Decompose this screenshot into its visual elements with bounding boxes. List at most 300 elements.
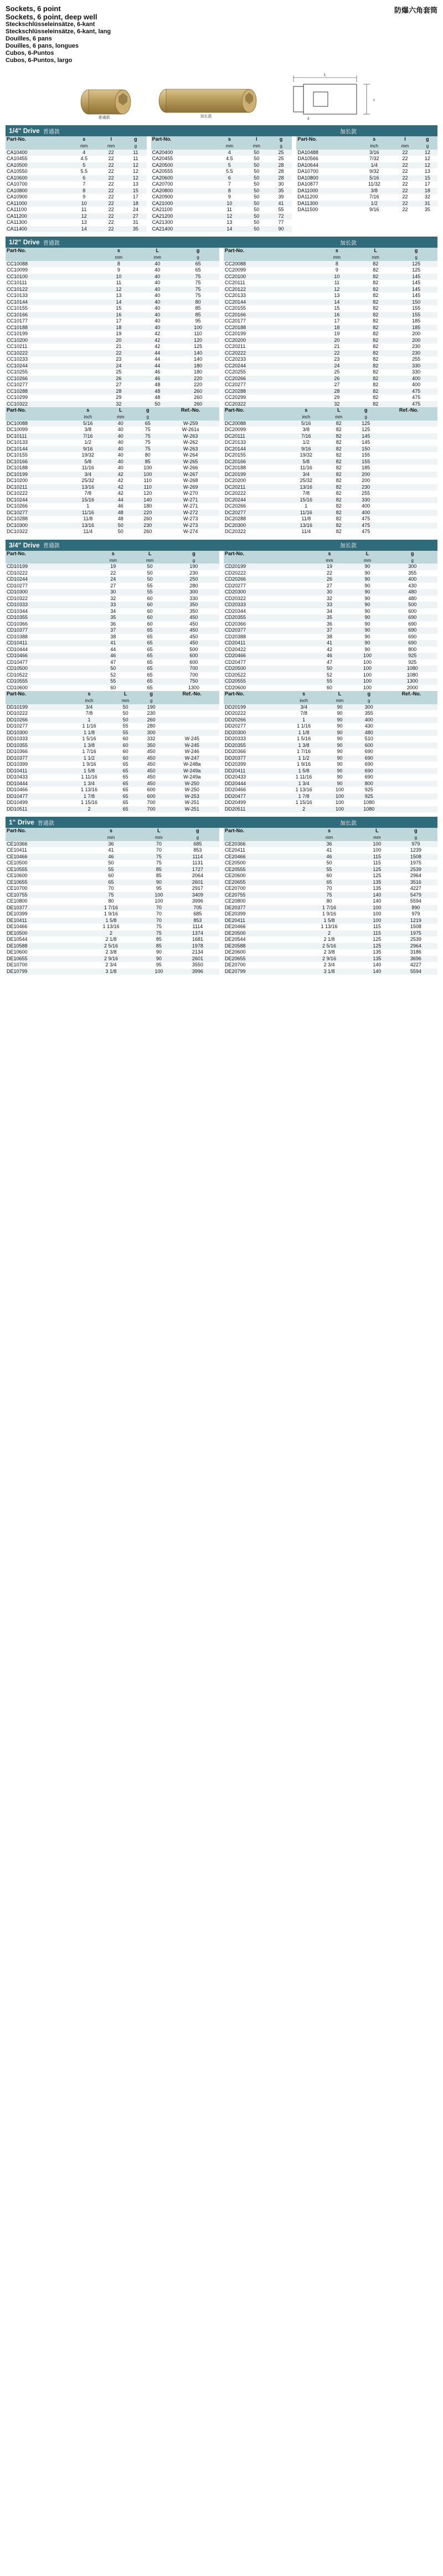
column-unit: g	[395, 254, 437, 261]
value-cell: 17	[132, 194, 138, 199]
value-cell: 925	[364, 787, 373, 792]
value-cell: 50	[254, 181, 260, 187]
table-row	[6, 529, 219, 535]
value-cell: 4.5	[80, 156, 87, 161]
column-unit	[6, 698, 65, 704]
part-number-cell: DC20133	[225, 439, 246, 445]
table-row	[224, 589, 437, 596]
value-cell	[380, 523, 437, 529]
value-cell	[385, 787, 437, 793]
value-cell: 7/8	[85, 710, 93, 716]
table-row	[224, 787, 437, 793]
part-number-cell: DC10211	[7, 484, 28, 490]
table-row	[6, 280, 219, 286]
value-cell: 1080	[363, 800, 375, 805]
value-cell: 190	[147, 704, 156, 710]
value-cell: 82	[336, 452, 342, 458]
value-cell: 46	[154, 369, 161, 375]
column-header: L	[327, 691, 353, 698]
value-cell	[385, 755, 437, 762]
part-number-cell: DE10544	[7, 936, 28, 942]
column-unit: mm	[311, 557, 347, 564]
value-cell: 40	[117, 458, 123, 464]
value-cell: 2 3/8	[105, 949, 117, 955]
table-row	[224, 274, 437, 280]
value-cell: 2917	[192, 885, 203, 891]
value-cell: 55	[110, 678, 116, 684]
table-row	[224, 337, 437, 344]
table-row	[224, 685, 437, 692]
table-row	[224, 331, 437, 337]
table-row	[6, 717, 219, 724]
part-number-cell: DC20088	[225, 420, 246, 426]
value-cell: 90	[364, 614, 370, 620]
value-cell: 2539	[410, 866, 421, 872]
table-row	[6, 781, 219, 787]
value-cell: 100	[373, 917, 382, 923]
value-cell: 1	[302, 716, 306, 723]
table-row	[296, 156, 437, 162]
value-cell: 600	[147, 793, 156, 799]
value-cell: 41	[327, 640, 333, 646]
drive-label: 1" Drive	[9, 818, 34, 826]
part-number-cell: DD20366	[225, 749, 246, 754]
value-cell: 1/4	[370, 162, 378, 168]
value-cell: 42	[154, 337, 161, 343]
part-number-cell: DC20244	[225, 496, 246, 503]
value-cell: 190	[189, 564, 198, 569]
value-cell: 125	[373, 943, 382, 949]
value-cell: 430	[364, 723, 373, 729]
value-cell: 65	[147, 640, 153, 646]
value-cell: 475	[412, 388, 421, 394]
value-cell: 100	[154, 892, 163, 898]
value-cell	[380, 421, 437, 427]
part-number-cell: DA10488	[297, 149, 318, 155]
value-cell: 5	[228, 162, 231, 168]
value-cell: 48	[117, 516, 123, 521]
value-cell: 185	[412, 324, 421, 330]
table-row	[6, 350, 219, 357]
value-cell: 185	[362, 465, 370, 470]
table-row	[6, 918, 219, 924]
value-cell: 85	[156, 936, 162, 942]
table-row	[224, 267, 437, 274]
value-cell: 3996	[192, 898, 203, 904]
table-row	[6, 497, 219, 504]
table-row	[6, 905, 219, 911]
value-cell	[380, 439, 437, 446]
table-block	[6, 551, 437, 692]
table-row	[224, 459, 437, 465]
part-number-cell: CC10188	[7, 324, 28, 330]
table-row	[6, 793, 219, 800]
value-cell: 700	[189, 672, 198, 678]
value-cell: 3 1/8	[105, 968, 117, 974]
value-cell: 100	[363, 665, 372, 671]
part-number-cell: DD10277	[7, 723, 28, 729]
value-cell: 90	[337, 755, 343, 761]
value-cell: 82	[336, 420, 342, 426]
value-cell: 1 5/8	[323, 917, 335, 923]
value-cell: W-263	[183, 445, 198, 452]
part-number-cell: DC10088	[7, 420, 28, 426]
part-number-cell: CA20600	[152, 175, 173, 181]
column-unit: g	[353, 698, 385, 704]
value-cell: 75	[195, 293, 201, 298]
value-cell: 50	[254, 187, 260, 193]
value-cell	[385, 806, 437, 813]
value-cell: 32	[110, 595, 116, 601]
value-cell: 705	[193, 904, 202, 910]
value-cell: 90	[156, 955, 162, 961]
value-cell: 155	[412, 311, 421, 317]
value-cell: 1 11/16	[295, 774, 312, 780]
value-cell: 700	[189, 665, 198, 671]
value-cell: 9	[335, 267, 338, 273]
value-cell: 33	[327, 602, 333, 607]
part-number-cell: DD10411	[7, 767, 28, 774]
value-cell: 55	[108, 866, 114, 872]
value-cell: 1 5/8	[105, 917, 117, 923]
long-table-column	[224, 828, 437, 975]
value-cell: 46	[108, 853, 114, 859]
part-number-cell: CD10411	[7, 640, 28, 646]
value-cell: 27	[110, 582, 116, 588]
table-row	[6, 207, 147, 213]
part-number-cell: CD20422	[225, 646, 246, 652]
table-row	[6, 892, 219, 899]
value-cell: 332	[147, 736, 156, 741]
value-cell: 300	[147, 729, 156, 735]
table-row	[6, 188, 147, 194]
value-cell: W-266	[183, 465, 198, 470]
value-cell: 28	[334, 388, 340, 394]
value-cell: 330	[412, 362, 421, 368]
value-cell: 1 13/16	[102, 924, 120, 929]
value-cell: 47	[110, 659, 116, 665]
table-row	[6, 736, 219, 742]
table-row	[224, 892, 437, 899]
column-unit: inch	[356, 143, 393, 150]
column-unit	[380, 414, 437, 421]
table-row	[6, 576, 219, 583]
value-cell: 82	[373, 318, 379, 324]
column-unit	[385, 698, 437, 704]
value-cell: 70	[156, 847, 162, 853]
value-cell: 75	[156, 924, 162, 929]
value-cell: 77	[278, 219, 284, 225]
part-number-cell: CD10600	[7, 684, 28, 690]
value-cell: 82	[336, 484, 342, 490]
part-number-cell: CD10222	[7, 570, 28, 576]
value-cell: 1239	[410, 847, 421, 853]
part-number-cell: DD10511	[7, 806, 28, 812]
table-row	[224, 608, 437, 615]
column-header: g	[353, 691, 385, 698]
part-number-cell: CC10099	[7, 267, 28, 273]
value-cell: 75	[156, 860, 162, 866]
table-row	[6, 596, 219, 602]
value-cell: 115	[373, 860, 382, 866]
table-row	[224, 503, 437, 510]
part-number-cell: CC20133	[225, 293, 246, 298]
value-cell: 2	[328, 930, 331, 936]
value-cell: 150	[362, 445, 370, 452]
value-cell: 13	[334, 293, 340, 298]
part-number-cell: DC10188	[7, 465, 28, 470]
value-cell: 13/16	[81, 484, 95, 490]
value-cell: 82	[373, 331, 379, 336]
value-cell: 1 5/8	[83, 767, 95, 774]
part-number-cell: DD20411	[225, 767, 246, 774]
drive-section	[6, 817, 437, 975]
value-cell: 510	[364, 736, 373, 741]
part-number-cell: DC20300	[225, 522, 246, 528]
column-unit: inch	[68, 414, 107, 421]
value-cell: 3996	[192, 968, 203, 974]
title-line-5: Douilles, 6 pans, longues	[6, 43, 79, 49]
value-cell: 82	[336, 522, 342, 528]
part-number-cell: DE20411	[225, 917, 245, 923]
column-header: g	[270, 136, 292, 143]
title-line-2: Steckschlüsseleinsätze, 6-kant	[6, 21, 95, 28]
value-cell: 50	[110, 665, 116, 671]
table-row	[296, 181, 437, 188]
part-number-cell: DE10411	[7, 917, 27, 923]
part-number-cell: DE20655	[225, 955, 246, 961]
value-cell: 3186	[410, 949, 421, 955]
table-row	[224, 936, 437, 943]
column-header: g	[138, 691, 165, 698]
value-cell: 1/2	[84, 439, 92, 445]
value-cell	[385, 710, 437, 717]
value-cell: 125	[194, 344, 203, 349]
part-number-cell: CC20088	[225, 260, 246, 267]
value-cell: 50	[117, 522, 123, 528]
value-cell: W-265	[183, 458, 198, 464]
table-row	[6, 484, 219, 491]
part-number-cell: CC10233	[7, 356, 28, 362]
value-cell: 475	[412, 395, 421, 400]
part-number-cell: CE20411	[225, 847, 245, 853]
value-cell: 60	[110, 684, 116, 690]
part-number-cell: DD20199	[225, 704, 246, 710]
part-number-cell: CC10299	[7, 395, 28, 400]
column-header: Part-No.	[6, 248, 99, 254]
column-header: s	[65, 691, 113, 698]
column-unit	[224, 698, 281, 704]
table-row	[224, 583, 437, 590]
value-cell: 41	[108, 847, 114, 853]
value-cell: 350	[147, 742, 156, 748]
value-cell: 25	[278, 149, 284, 155]
value-cell: 11	[81, 207, 87, 212]
value-cell: 12	[424, 162, 430, 168]
column-unit: mm	[99, 254, 138, 261]
value-cell: 145	[362, 439, 370, 445]
part-number-cell: DE10377	[7, 904, 28, 910]
value-cell: 14	[116, 299, 122, 305]
part-number-cell: CC20144	[225, 299, 246, 305]
value-cell: 1 7/16	[322, 904, 337, 910]
value-cell: 140	[194, 350, 203, 356]
value-cell: 11/16	[81, 465, 94, 470]
table-row	[6, 768, 219, 775]
value-cell: 500	[408, 602, 417, 607]
value-cell: 46	[154, 375, 161, 381]
svg-text:d: d	[307, 116, 310, 121]
value-cell	[165, 710, 220, 717]
value-cell: 90	[364, 576, 370, 582]
value-cell: 22	[116, 350, 122, 356]
value-cell: 15	[132, 187, 138, 193]
value-cell: 1 9/16	[297, 761, 311, 767]
table-row	[224, 911, 437, 918]
value-cell: 23	[334, 356, 340, 362]
value-cell: 50	[254, 219, 260, 225]
value-cell: 27	[334, 382, 340, 387]
value-cell: 36	[108, 841, 114, 847]
value-cell: 8	[117, 260, 120, 267]
value-cell: 48	[154, 395, 161, 400]
value-cell: 40	[117, 445, 123, 452]
value-cell: 450	[189, 614, 198, 620]
part-number-cell: DD10399	[7, 761, 28, 767]
value-cell: 50	[254, 194, 260, 199]
value-cell: 95	[195, 318, 201, 324]
value-cell	[380, 446, 437, 453]
value-cell: 42	[327, 646, 333, 652]
value-cell: 82	[373, 350, 379, 356]
value-cell: 41	[326, 847, 332, 853]
value-cell: 30	[110, 589, 116, 595]
value-cell: 450	[147, 755, 156, 761]
part-number-cell: CD20322	[225, 595, 246, 601]
value-cell: 135	[373, 955, 382, 961]
part-number-cell: CC10155	[7, 305, 28, 311]
value-cell: 690	[408, 621, 417, 627]
value-cell: 255	[412, 356, 421, 362]
value-cell: 90	[337, 761, 343, 767]
value-cell: 100	[363, 653, 372, 658]
part-number-cell: CC10111	[7, 280, 27, 285]
normal-type-label: 普通款	[43, 543, 60, 549]
value-cell: 82	[336, 496, 342, 503]
table-row	[6, 608, 219, 615]
value-cell: 60	[147, 621, 153, 627]
table-row	[6, 293, 219, 299]
value-cell: 100	[143, 471, 152, 477]
part-number-cell: DD20300	[225, 729, 246, 735]
value-cell: 60	[108, 873, 114, 878]
normal-type-label: 普通款	[43, 240, 60, 247]
part-number-cell: DC20222	[225, 490, 246, 496]
value-cell: 110	[143, 484, 152, 490]
value-cell	[380, 478, 437, 484]
table-row	[6, 286, 219, 293]
value-cell: 200	[412, 331, 421, 336]
value-cell	[165, 723, 220, 730]
table-row	[224, 427, 437, 433]
table-row	[6, 854, 219, 861]
value-cell: 7	[83, 181, 86, 187]
value-cell: 14	[334, 299, 340, 305]
part-number-cell: DE20799	[225, 968, 246, 974]
value-cell: 260	[147, 716, 156, 723]
value-cell: 44	[154, 350, 161, 356]
value-cell: W-274	[183, 529, 198, 534]
value-cell: 90	[337, 704, 343, 710]
table-row	[6, 156, 147, 162]
value-cell: 475	[362, 522, 370, 528]
value-cell: 15	[116, 305, 122, 311]
value-cell: 19	[334, 331, 340, 336]
column-unit	[6, 557, 95, 564]
long-table	[224, 407, 437, 535]
value-cell: 32	[424, 194, 430, 199]
table-row	[6, 344, 219, 350]
column-header: s	[281, 691, 327, 698]
value-cell: 65	[108, 879, 114, 885]
value-cell: 75	[145, 439, 151, 445]
column-unit	[6, 414, 68, 421]
part-number-cell: CA11200	[7, 213, 27, 219]
table-row	[224, 949, 437, 956]
value-cell: 44	[110, 646, 116, 652]
column-header: Part-No.	[151, 136, 216, 143]
value-cell: W-245	[184, 736, 199, 741]
table-row	[224, 640, 437, 647]
value-cell: 1681	[192, 936, 203, 942]
table-row	[224, 344, 437, 350]
table-row	[6, 446, 219, 453]
value-cell: 5479	[410, 892, 421, 898]
value-cell: 70	[156, 911, 162, 916]
table-row	[224, 806, 437, 813]
table-row	[6, 879, 219, 886]
value-cell: 9	[83, 194, 86, 199]
value-cell: 1 1/16	[297, 723, 311, 729]
column-header: s	[95, 551, 131, 557]
value-cell: 11/32	[368, 181, 380, 187]
part-number-cell: CC20266	[225, 375, 246, 381]
value-cell: 125	[373, 936, 382, 942]
value-cell: 2134	[192, 949, 203, 955]
value-cell: 82	[373, 401, 379, 407]
value-cell: 16	[116, 311, 122, 317]
value-cell: 330	[189, 595, 198, 601]
value-cell: 1 9/16	[82, 761, 96, 767]
table-row	[224, 793, 437, 800]
table-row	[224, 867, 437, 873]
value-cell: 230	[412, 344, 421, 349]
value-cell: 5	[83, 162, 86, 168]
value-cell: 82	[373, 293, 379, 298]
value-cell: 90	[364, 608, 370, 614]
column-header: s	[311, 551, 347, 557]
value-cell: W-270	[183, 490, 198, 496]
table-row	[6, 943, 219, 950]
table-row	[224, 755, 437, 762]
value-cell: 200	[362, 478, 370, 483]
value-cell: 3409	[192, 892, 203, 898]
value-cell: 82	[336, 529, 342, 534]
table-row	[224, 293, 437, 299]
part-number-cell: CE20700	[225, 885, 246, 891]
value-cell: 690	[408, 627, 417, 633]
value-cell: 115	[373, 924, 382, 929]
